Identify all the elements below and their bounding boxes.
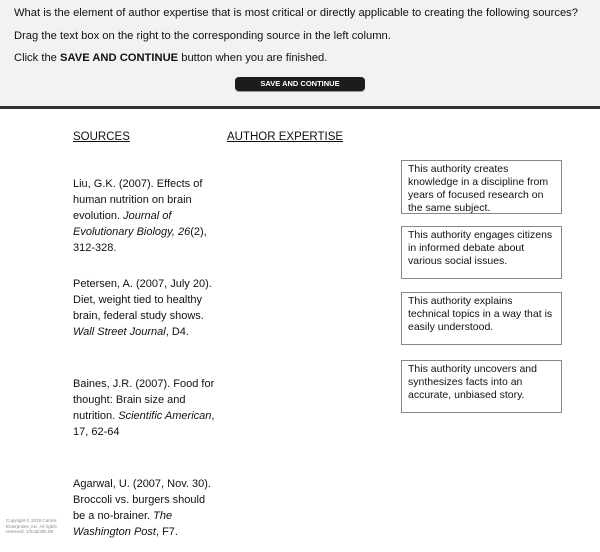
source-italic: Scientific American bbox=[118, 410, 212, 422]
expertise-draggable-box[interactable]: This authority engages citizens in informed debate about various social issues. bbox=[401, 226, 562, 279]
expertise-draggable-box[interactable]: This authority explains technical topics in a way that is easily understood. bbox=[401, 292, 562, 345]
source-text: Petersen, A. (2007, July 20). Diet, weight tied to healthy brain, federal study shows. bbox=[73, 278, 212, 322]
source-item bbox=[73, 376, 218, 440]
instruction-click-post: button when you are finished. bbox=[178, 52, 328, 64]
expertise-draggable-box[interactable]: This authority uncovers and synthesizes facts into an accurate, unbiased story. bbox=[401, 360, 562, 413]
instructions-panel bbox=[0, 0, 600, 109]
instruction-drag: Drag the text box on the right to the corresponding source in the left column. bbox=[14, 30, 391, 42]
sources-column-header: SOURCES bbox=[73, 131, 130, 143]
source-text: Baines, J.R. (2007). Food for thought: Brain size and nutrition. bbox=[73, 378, 215, 422]
save-and-continue-button[interactable]: SAVE AND CONTINUE bbox=[235, 77, 365, 91]
expertise-draggable-box[interactable]: This authority creates knowledge in a discipline from years of focused research on the same subject. bbox=[401, 160, 562, 214]
source-italic: Wall Street Journal bbox=[73, 326, 166, 338]
source-text: Liu, G.K. (2007). Effects of human nutrition on brain evolution. bbox=[73, 178, 203, 222]
source-text-end: , D4. bbox=[165, 326, 189, 338]
source-item bbox=[73, 476, 218, 540]
instruction-click-pre: Click the bbox=[14, 52, 61, 64]
copyright-notice: Copyright © 2018 Carrick Enterprises, Inc. All rights reserved. 1/hold/3ith.08 bbox=[6, 518, 57, 534]
instruction-click-bold: SAVE AND CONTINUE bbox=[60, 52, 179, 64]
source-text: Agarwal, U. (2007, Nov. 30). Broccoli vs. burgers should be a no-brainer. bbox=[73, 478, 211, 522]
source-text-end: , F7. bbox=[155, 526, 178, 538]
source-item bbox=[73, 276, 218, 340]
source-text-end: (2), 312-328. bbox=[73, 226, 207, 254]
source-item bbox=[73, 176, 218, 256]
author-expertise-column-header: AUTHOR EXPERTISE bbox=[227, 131, 344, 143]
source-italic: Journal of Evolutionary Biology, 26 bbox=[73, 210, 191, 238]
source-italic: The Washington Post bbox=[73, 510, 173, 538]
instruction-question: What is the element of author expertise that is most critical or directly applicable to creating the following sources? bbox=[14, 7, 578, 19]
instruction-click bbox=[14, 52, 327, 64]
source-text-end: , 17, 62-64 bbox=[73, 410, 215, 438]
